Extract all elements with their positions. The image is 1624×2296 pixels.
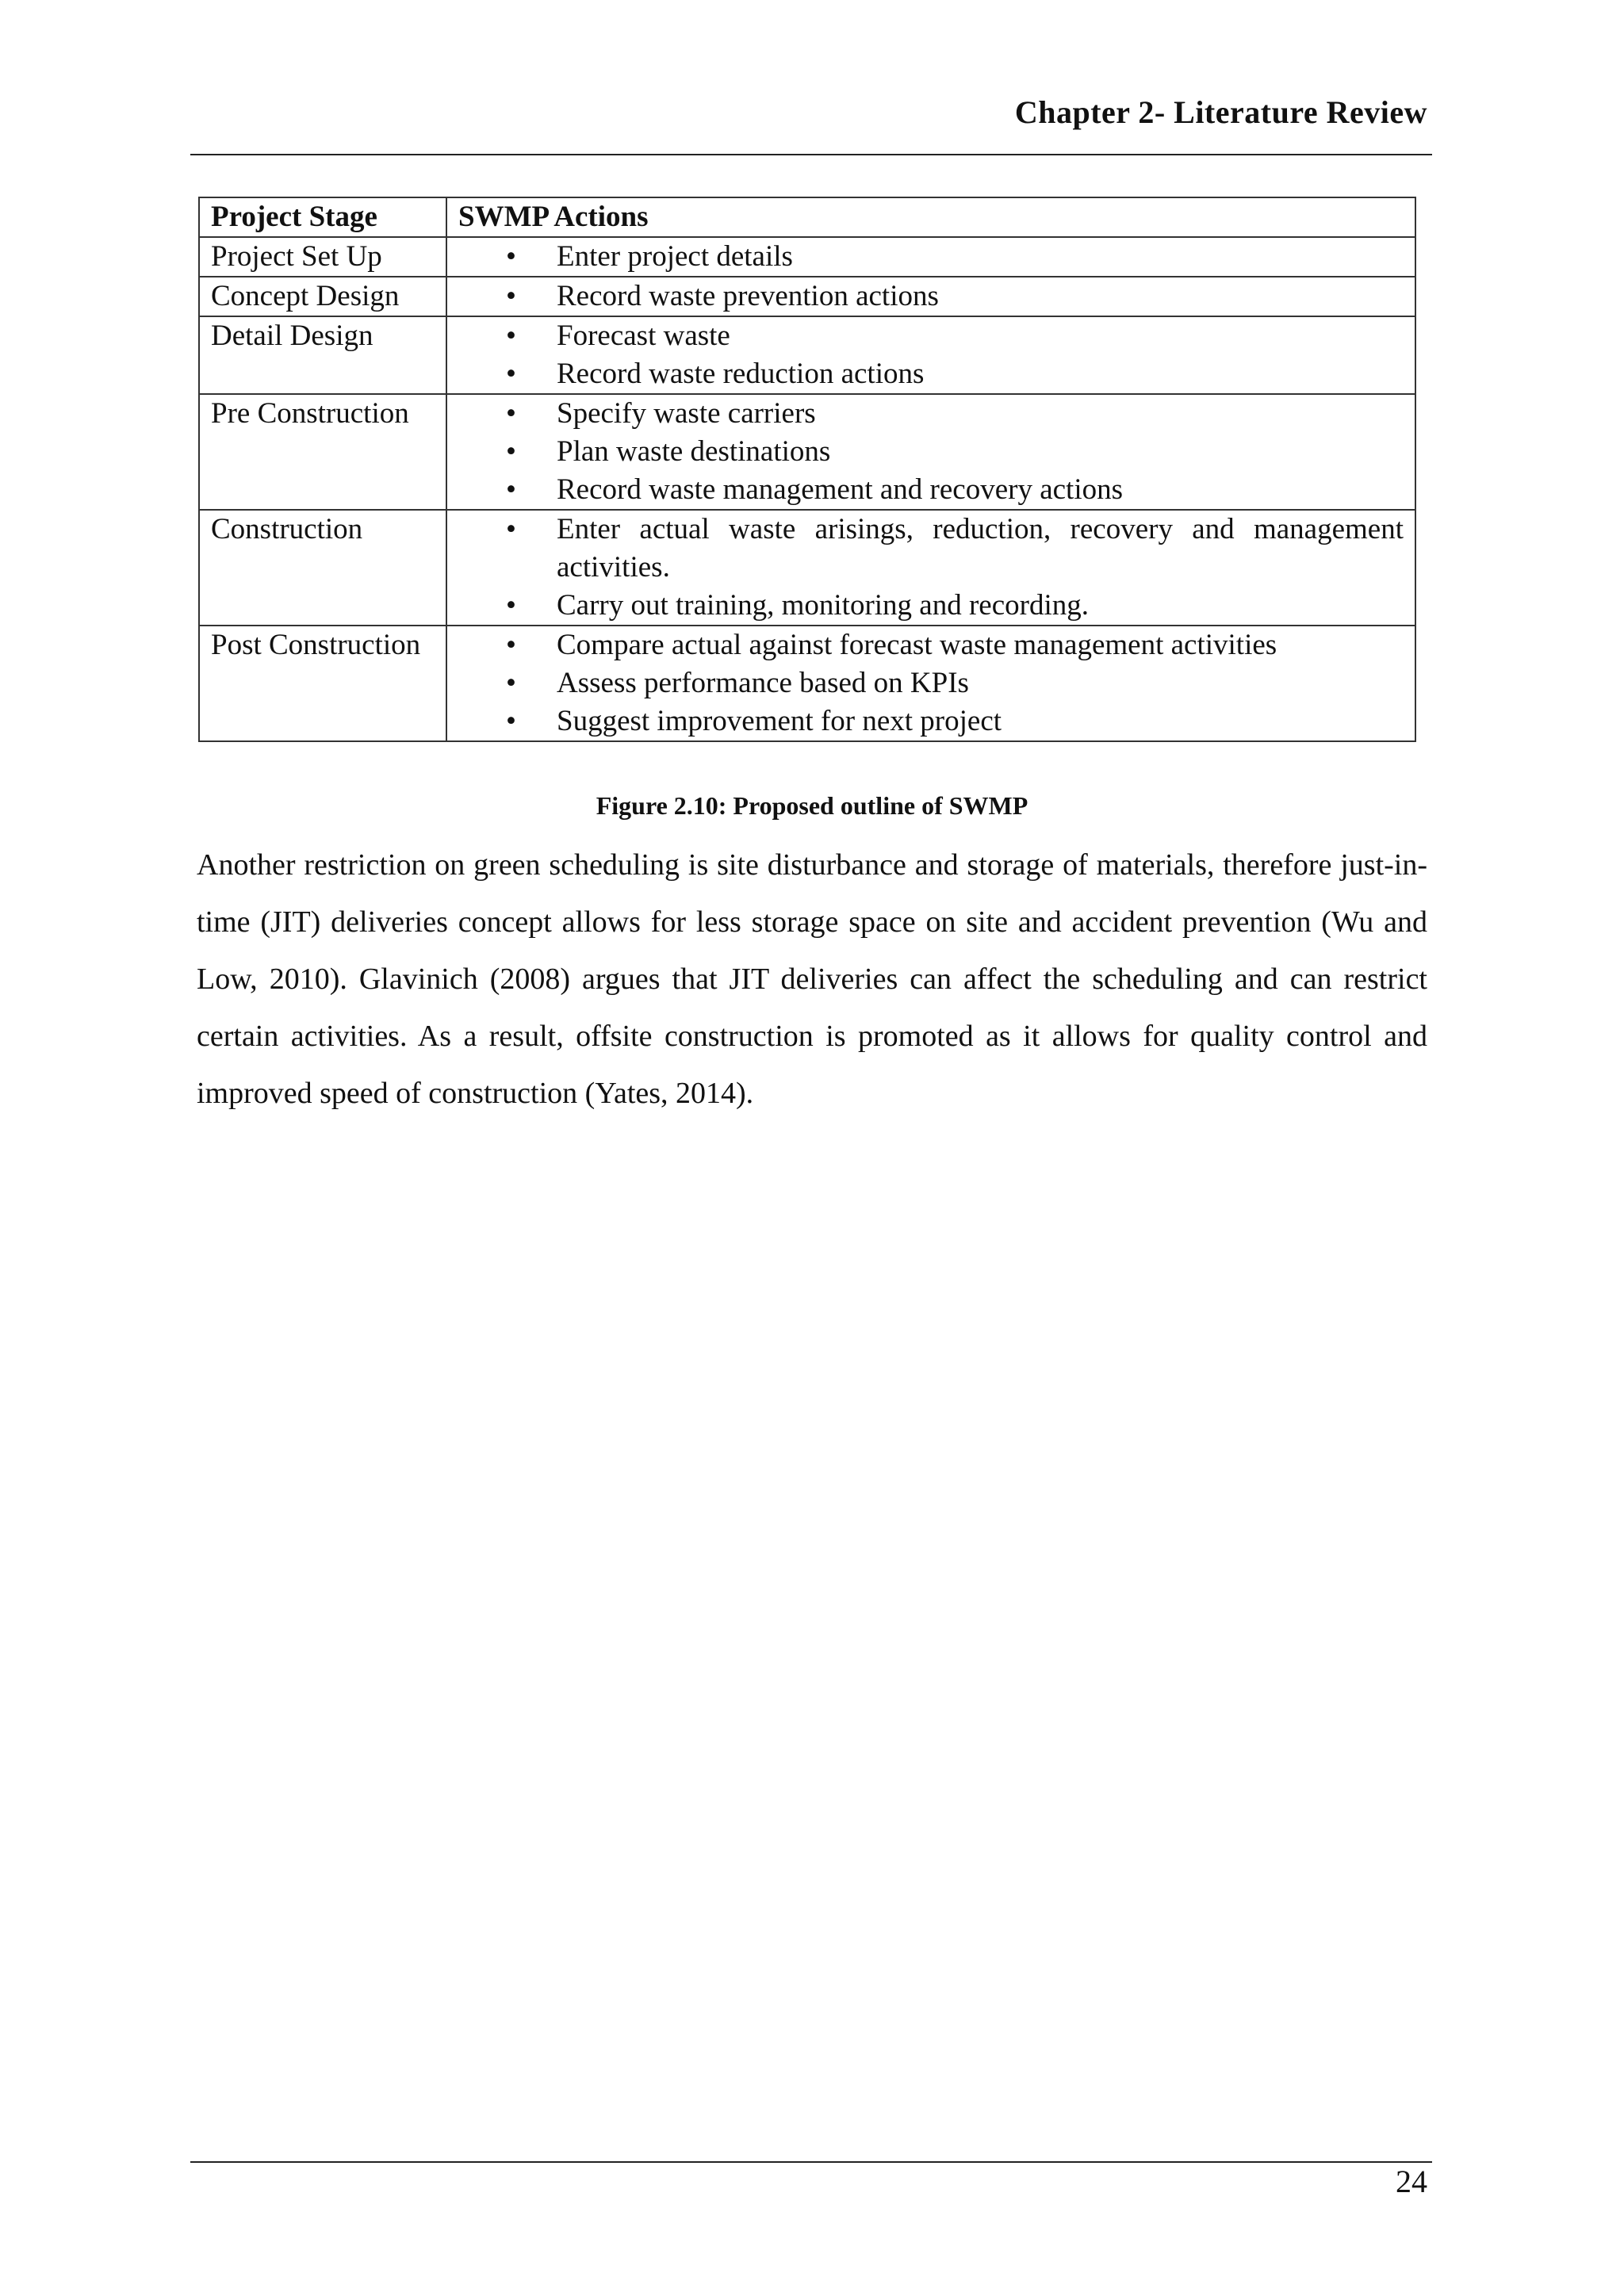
table-row	[199, 316, 1415, 394]
action-item: • Record waste management and recovery actions	[458, 471, 1404, 509]
actions-cell	[446, 626, 1415, 741]
page-number: 24	[1396, 2164, 1427, 2199]
action-list	[458, 511, 1404, 625]
stage-cell: Construction	[199, 510, 446, 626]
swmp-table	[198, 197, 1416, 742]
actions-cell	[446, 394, 1415, 510]
figure-caption: Figure 2.10: Proposed outline of SWMP	[596, 791, 1028, 820]
header-divider	[190, 154, 1432, 155]
action-item: • Enter actual waste arisings, reduction, recovery and management activities.	[458, 511, 1404, 587]
body-paragraph: Another restriction on green scheduling is site disturbance and storage of materials, therefore just-in-time (JIT) deliveries concept allows for less storage space on site and accident prevention (Wu and Low, 2010). Glavinich (2008) argues that JIT deliveries can affect the scheduling and can restrict certain activities. As a result, offsite construction is promoted as it allows for quality control and improved speed of construction (Yates, 2014).	[197, 848, 1427, 1110]
action-item: • Carry out training, monitoring and recording.	[458, 587, 1404, 625]
table-row	[199, 237, 1415, 277]
action-item: • Plan waste destinations	[458, 433, 1404, 471]
action-list	[458, 277, 1404, 316]
actions-cell	[446, 510, 1415, 626]
column-header-project-stage: Project Stage	[199, 197, 446, 237]
chapter-title: Chapter 2- Literature Review	[1014, 94, 1427, 130]
footer-divider	[190, 2161, 1432, 2163]
stage-cell: Detail Design	[199, 316, 446, 394]
action-item: • Record waste reduction actions	[458, 355, 1404, 393]
action-list	[458, 626, 1404, 740]
column-header-swmp-actions: SWMP Actions	[446, 197, 1415, 237]
action-item: • Compare actual against forecast waste management activities	[458, 626, 1404, 664]
table-row	[199, 510, 1415, 626]
action-item: • Enter project details	[458, 238, 1404, 276]
table-row	[199, 626, 1415, 741]
table-row	[199, 277, 1415, 316]
action-list	[458, 395, 1404, 509]
action-item: • Suggest improvement for next project	[458, 702, 1404, 740]
stage-cell: Pre Construction	[199, 394, 446, 510]
action-list	[458, 238, 1404, 276]
table-header-row	[199, 197, 1415, 237]
action-item: • Record waste prevention actions	[458, 277, 1404, 316]
stage-cell: Project Set Up	[199, 237, 446, 277]
stage-cell: Post Construction	[199, 626, 446, 741]
action-item: • Assess performance based on KPIs	[458, 664, 1404, 702]
action-list	[458, 317, 1404, 393]
actions-cell	[446, 237, 1415, 277]
action-item: • Specify waste carriers	[458, 395, 1404, 433]
stage-cell: Concept Design	[199, 277, 446, 316]
action-item: • Forecast waste	[458, 317, 1404, 355]
table-row	[199, 394, 1415, 510]
actions-cell	[446, 316, 1415, 394]
actions-cell	[446, 277, 1415, 316]
